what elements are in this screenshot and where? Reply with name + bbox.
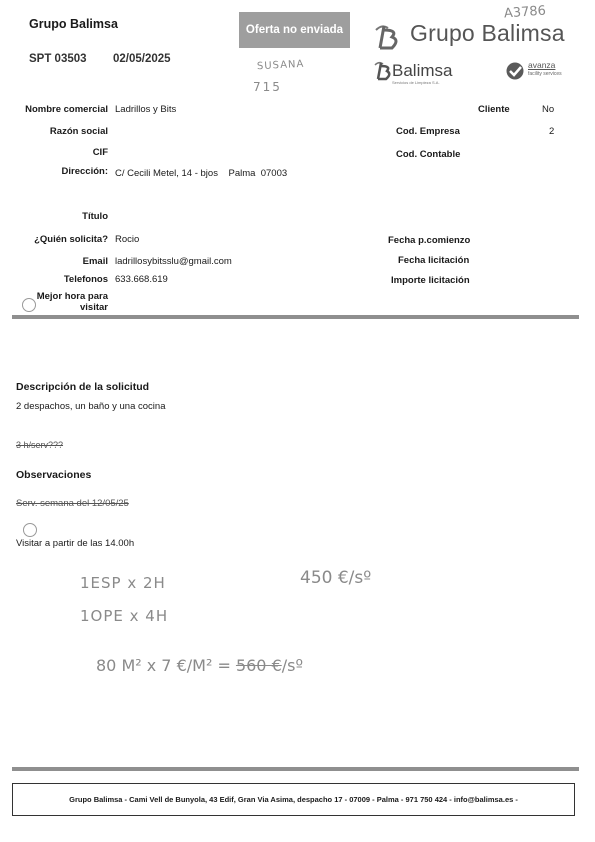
handwritten-line-2: 1OPE x 4H — [80, 607, 169, 625]
handwritten-calc-end: /sº — [281, 656, 304, 675]
handwritten-calculation — [96, 656, 303, 675]
status-badge: Oferta no enviada — [239, 12, 350, 48]
label-fecha-comienzo: Fecha p.comienzo — [388, 235, 471, 246]
descripcion-text: 2 despachos, un baño y una cocina — [16, 401, 166, 412]
section-divider-top — [12, 315, 579, 319]
handwritten-price: 450 €/sº — [300, 568, 372, 588]
label-email: Email — [82, 256, 108, 267]
label-cif: CIF — [92, 147, 108, 158]
label-telefonos: Telefonos — [63, 274, 108, 285]
logo-sub-text: Balimsa — [392, 61, 453, 80]
value-direccion: C/ Cecili Metel, 14 - bjos Palma 07003 — [115, 168, 288, 179]
handwritten-note-number: 715 — [253, 80, 282, 94]
section-divider-bottom — [12, 767, 579, 771]
footer — [12, 783, 575, 816]
label-cod-empresa: Cod. Empresa — [396, 126, 460, 137]
handwritten-calc-main: 80 M² x 7 €/M² = — [96, 656, 236, 675]
avanza-logo-text: avanza — [528, 60, 556, 70]
value-telefonos: 633.668.619 — [115, 274, 168, 285]
punch-hole — [22, 298, 36, 312]
logo-main-text: Grupo Balimsa — [410, 20, 565, 46]
label-mejor-hora-1: Mejor hora para — [36, 291, 108, 302]
label-nombre-comercial: Nombre comercial — [25, 104, 108, 115]
punch-hole — [23, 523, 37, 537]
label-importe-licitacion: Importe licitación — [391, 275, 470, 286]
balimsa-logo-icon — [373, 60, 393, 82]
descripcion-struck-note: 3 h/serv??? — [16, 440, 64, 450]
label-cliente: Cliente — [478, 104, 510, 115]
handwritten-note-name: SUSANA — [256, 58, 305, 73]
value-nombre-comercial: Ladrillos y Bits — [115, 104, 177, 115]
label-razon-social: Razón social — [49, 126, 108, 137]
footer-text: Grupo Balimsa - Cami Vell de Bunyola, 43 Edif, Gran Via Asima, despacho 17 - 07009 - Palma - 971 750 424 - info@balimsa.es - — [69, 795, 518, 804]
label-quien-solicita: ¿Quién solicita? — [34, 234, 108, 245]
value-cliente: No — [542, 104, 555, 115]
handwritten-ref: A3786 — [503, 3, 547, 22]
avanza-tagline: facility services — [528, 71, 562, 77]
handwritten-line-1: 1ESP x 2H — [80, 574, 166, 592]
logo-sub-tagline: Servicios de Limpieza S.A. — [392, 80, 440, 85]
grupo-balimsa-logo-icon — [372, 22, 404, 52]
document-code: SPT 03503 — [29, 53, 87, 65]
label-fecha-licitacion: Fecha licitación — [398, 255, 470, 266]
label-direccion: Dirección: — [61, 166, 108, 177]
avanza-logo-icon — [505, 61, 525, 81]
observaciones-title: Observaciones — [16, 469, 92, 481]
value-quien-solicita: Rocio — [115, 234, 140, 245]
handwritten-calc-struck: 560 € — [235, 656, 282, 675]
company-name: Grupo Balimsa — [29, 17, 118, 31]
descripcion-title: Descripción de la solicitud — [16, 381, 150, 393]
document-date: 02/05/2025 — [113, 53, 171, 65]
label-mejor-hora-2: visitar — [80, 302, 108, 313]
observaciones-text: Visitar a partir de las 14.00h — [16, 538, 135, 549]
observaciones-struck-note: Serv. semana del 12/05/25 — [16, 498, 129, 509]
label-cod-contable: Cod. Contable — [396, 149, 461, 160]
value-cod-empresa: 2 — [549, 126, 555, 137]
value-email: ladrillosybitsslu@gmail.com — [115, 256, 232, 267]
label-titulo: Título — [82, 211, 108, 222]
